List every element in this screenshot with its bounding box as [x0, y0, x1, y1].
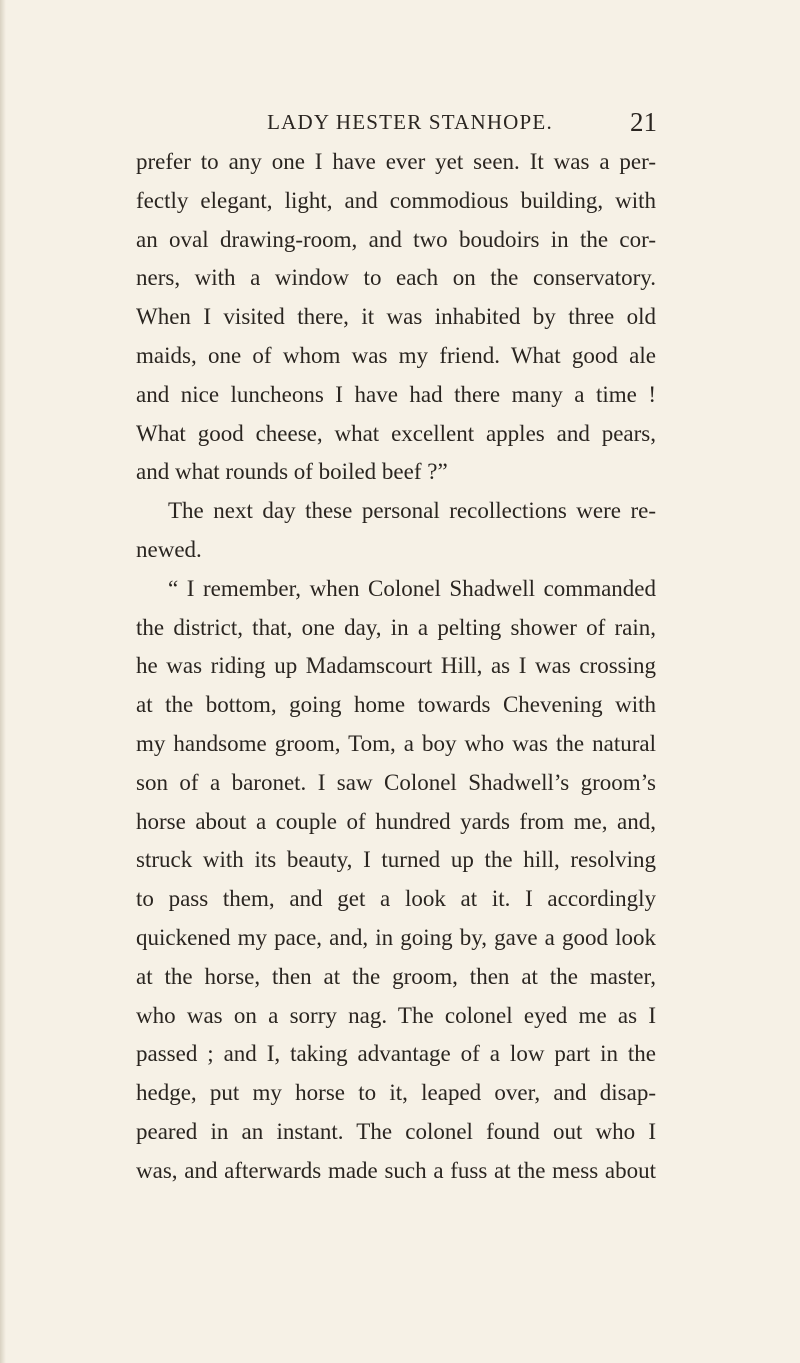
text-line: quickened my pace, and, in going by, gave a good look: [136, 924, 656, 950]
text-line: my handsome groom, Tom, a boy who was the natural: [136, 730, 656, 756]
text-line: and nice luncheons I have had there many a time !: [136, 381, 656, 407]
text-line: fectly elegant, light, and commodious building, with: [136, 187, 656, 213]
text-line: maids, one of whom was my friend. What good ale: [136, 342, 656, 368]
text-line: the district, that, one day, in a pelting shower of rain,: [136, 614, 656, 640]
text-line: newed.: [136, 536, 202, 562]
running-title: LADY HESTER STANHOPE.: [267, 110, 553, 134]
text-line: horse about a couple of hundred yards from me, and,: [136, 808, 656, 834]
text-line: What good cheese, what excellent apples and pears,: [136, 420, 656, 446]
text-line: son of a baronet. I saw Colonel Shadwell’s groom’s: [136, 769, 656, 795]
text-line: prefer to any one I have ever yet seen. It was a per-: [136, 149, 656, 174]
body-text: [136, 143, 656, 1191]
text-line: “ I remember, when Colonel Shadwell commanded: [168, 575, 656, 601]
text-line: hedge, put my horse to it, leaped over, and disap-: [136, 1080, 656, 1106]
page-header: [0, 104, 800, 140]
text-line: at the bottom, going home towards Chevening with: [136, 692, 656, 718]
text-line: an oval drawing-room, and two boudoirs in the cor-: [136, 226, 656, 252]
text-line: who was on a sorry nag. The colonel eyed me as I: [136, 1002, 656, 1028]
text-line: at the horse, then at the groom, then at the master,: [136, 963, 656, 989]
text-line: ners, with a window to each on the conservatory.: [136, 265, 656, 291]
text-line: struck with its beauty, I turned up the hill, resolving: [136, 847, 656, 873]
text-line: The next day these personal recollections were re-: [168, 498, 656, 524]
text-line: and what rounds of boiled beef ?”: [136, 459, 448, 485]
text-line: was, and afterwards made such a fuss at the mess about: [136, 1157, 656, 1183]
page-gutter-shadow: [0, 0, 6, 1363]
text-line: When I visited there, it was inhabited by three old: [136, 304, 656, 330]
text-line: to pass them, and get a look at it. I accordingly: [136, 886, 656, 912]
text-line: peared in an instant. The colonel found out who I: [136, 1118, 656, 1144]
page-number: 21: [630, 107, 657, 137]
text-line: passed ; and I, taking advantage of a low part in the: [136, 1041, 656, 1067]
text-line: he was riding up Madamscourt Hill, as I was crossing: [136, 653, 656, 679]
